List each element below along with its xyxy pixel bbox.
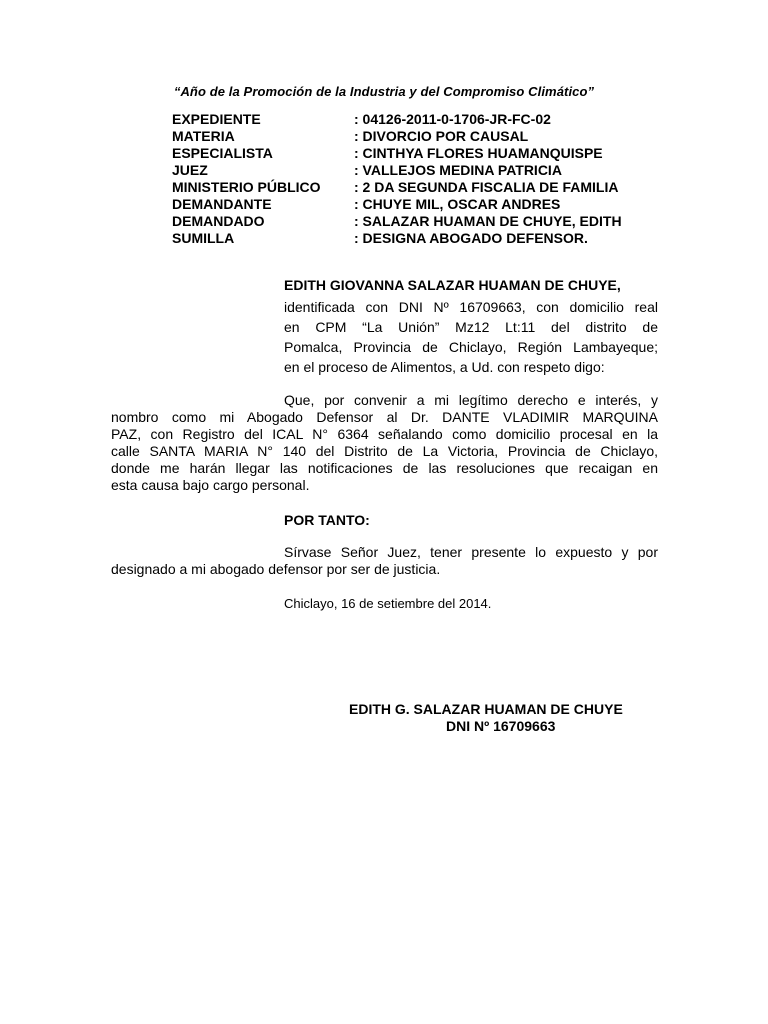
header-value: : CINTHYA FLORES HUAMANQUISPE: [354, 145, 603, 161]
por-tanto-heading: POR TANTO:: [284, 512, 370, 528]
signature-dni: DNI Nº 16709663: [446, 718, 556, 734]
paragraph-line: designado a mi abogado defensor por ser de justicia.: [111, 561, 441, 577]
header-label: EXPEDIENTE: [172, 111, 261, 127]
header-value: : 2 DA SEGUNDA FISCALIA DE FAMILIA: [354, 179, 619, 195]
paragraph-line: Sírvase Señor Juez, tener presente lo expuesto y por: [284, 544, 658, 560]
header-value: : DESIGNA ABOGADO DEFENSOR.: [354, 230, 588, 246]
header-label: MINISTERIO PÚBLICO: [172, 179, 321, 195]
intro-line: identificada con DNI Nº 16709663, con domicilio real: [284, 299, 658, 315]
header-value: : VALLEJOS MEDINA PATRICIA: [354, 162, 562, 178]
paragraph-line: Que, por convenir a mi legítimo derecho e interés, y: [284, 392, 658, 408]
year-motto: “Año de la Promoción de la Industria y del Compromiso Climático”: [173, 84, 595, 99]
paragraph-line: PAZ, con Registro del ICAL N° 6364 señalando como domicilio procesal en la: [111, 426, 658, 442]
header-row-demandante: [172, 196, 672, 213]
header-label: JUEZ: [172, 162, 208, 178]
closing-paragraph: [111, 544, 658, 578]
header-value: : DIVORCIO POR CAUSAL: [354, 128, 529, 144]
intro-line: en CPM “La Unión” Mz12 Lt:11 del distrito de: [284, 319, 658, 335]
paragraph-line: donde me harán llegar las notificaciones de las resoluciones que recaigan en: [111, 460, 658, 476]
petitioner-name: EDITH GIOVANNA SALAZAR HUAMAN DE CHUYE,: [284, 277, 621, 293]
paragraph-line: nombro como mi Abogado Defensor al Dr. DANTE VLADIMIR MARQUINA: [111, 409, 658, 425]
place-date: Chiclayo, 16 de setiembre del 2014.: [284, 596, 492, 611]
header-label: DEMANDADO: [172, 213, 265, 229]
header-row-juez: [172, 162, 672, 179]
paragraph-line: esta causa bajo cargo personal.: [111, 477, 310, 493]
header-value: : SALAZAR HUAMAN DE CHUYE, EDITH: [354, 213, 622, 229]
case-header: [172, 111, 672, 247]
header-row-especialista: [172, 145, 672, 162]
header-row-materia: [172, 128, 672, 145]
header-value: : CHUYE MIL, OSCAR ANDRES: [354, 196, 561, 212]
header-row-sumilla: [172, 230, 672, 247]
intro-line: Pomalca, Provincia de Chiclayo, Región Lambayeque;: [284, 339, 658, 355]
header-label: DEMANDANTE: [172, 196, 272, 212]
signature-name: EDITH G. SALAZAR HUAMAN DE CHUYE: [349, 701, 623, 717]
header-label: SUMILLA: [172, 230, 235, 246]
header-row-ministerio-publico: [172, 179, 672, 196]
header-value: : 04126-2011-0-1706-JR-FC-02: [354, 111, 551, 127]
header-label: MATERIA: [172, 128, 235, 144]
petitioner-intro: [284, 297, 658, 377]
header-row-expediente: [172, 111, 672, 128]
header-label: ESPECIALISTA: [172, 145, 273, 161]
paragraph-line: calle SANTA MARIA N° 140 del Distrito de La Victoria, Provincia de Chiclayo,: [111, 443, 658, 459]
intro-line: en el proceso de Alimentos, a Ud. con respeto digo:: [284, 359, 605, 375]
main-paragraph: [111, 392, 658, 494]
header-row-demandado: [172, 213, 672, 230]
